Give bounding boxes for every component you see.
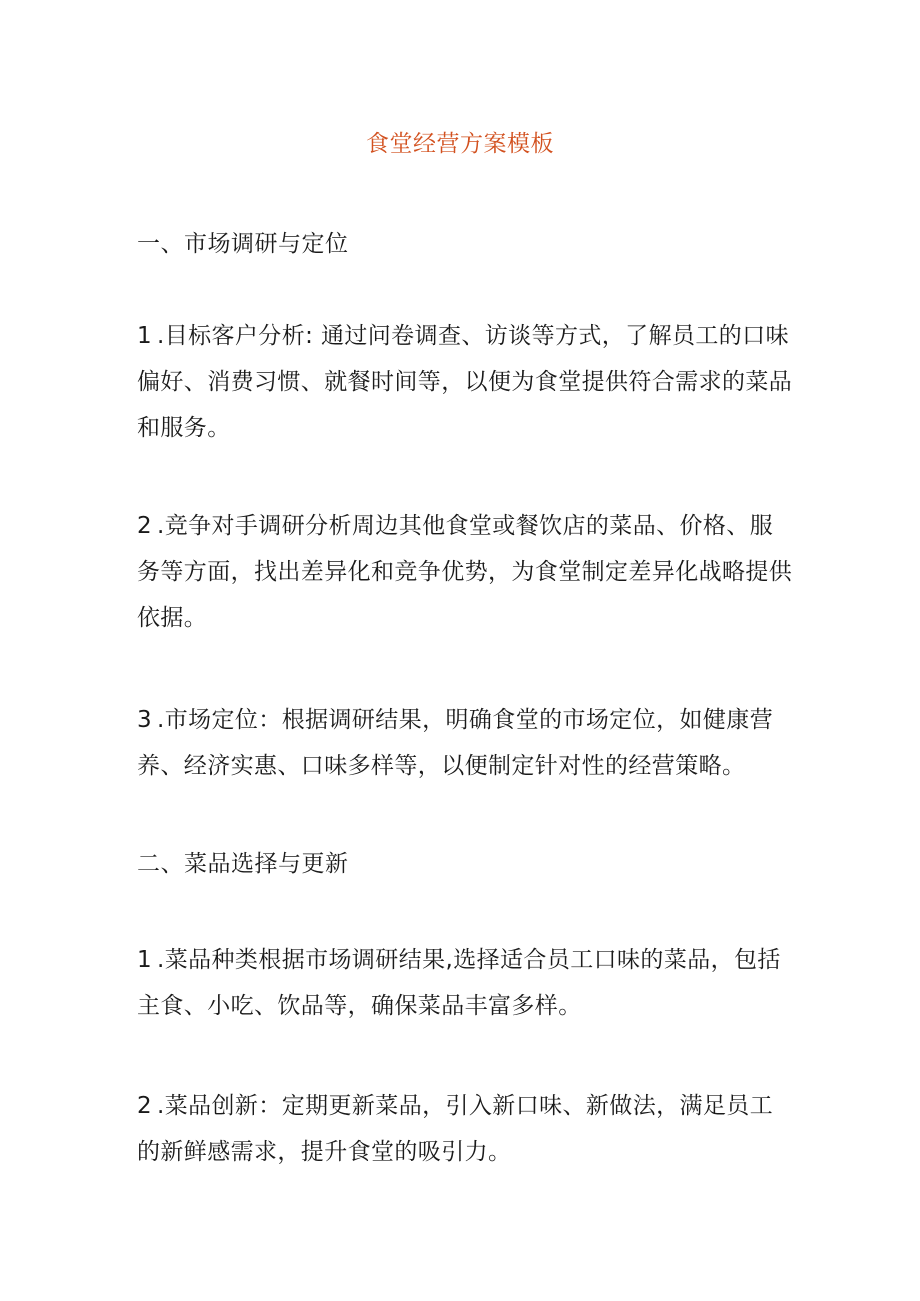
paragraph-line [137, 937, 797, 983]
item-number: 3 [137, 707, 153, 733]
list-item [137, 937, 797, 1029]
paragraph-line: 养、经济实惠、口味多样等，以便制定针对性的经营策略。 [137, 753, 746, 779]
document-title: 食堂经营方案模板 [366, 131, 554, 157]
line-text: .市场定位：根据调研结果，明确食堂的市场定位，如健康营 [157, 707, 774, 733]
section-heading: 二、菜品选择与更新 [137, 851, 349, 877]
paragraph-line: 务等方面，找出差异化和竞争优势，为食堂制定差异化战略提供 [137, 559, 793, 585]
line-text: .菜品创新：定期更新菜品，引入新口味、新做法，满足员工 [157, 1093, 774, 1119]
line-text: .竞争对手调研分析周边其他食堂或餐饮店的菜品、价格、服 [157, 513, 774, 539]
section-heading: 一、市场调研与定位 [137, 231, 349, 257]
paragraph-line: 偏好、消费习惯、就餐时间等，以便为食堂提供符合需求的菜品 [137, 369, 793, 395]
paragraph-line [137, 313, 797, 359]
paragraph-line: 和服务。 [137, 415, 231, 441]
line-text: .目标客户分析: 通过问卷调查、访谈等方式，了解员工的口味 [157, 323, 789, 349]
item-number: 1 [137, 947, 153, 973]
paragraph-line [137, 1083, 797, 1129]
list-item [137, 503, 797, 641]
list-item [137, 313, 797, 451]
paragraph-line: 主食、小吃、饮品等，确保菜品丰富多样。 [137, 993, 582, 1019]
item-number: 2 [137, 513, 153, 539]
paragraph-line [137, 697, 797, 743]
line-text: .菜品种类根据市场调研结果,选择适合员工口味的菜品，包括 [157, 947, 781, 973]
paragraph-line: 的新鲜感需求，提升食堂的吸引力。 [137, 1139, 512, 1165]
item-number: 1 [137, 323, 153, 349]
paragraph-line: 依据。 [137, 605, 208, 631]
list-item [137, 1083, 797, 1175]
item-number: 2 [137, 1093, 153, 1119]
paragraph-line [137, 503, 797, 549]
list-item [137, 697, 797, 789]
